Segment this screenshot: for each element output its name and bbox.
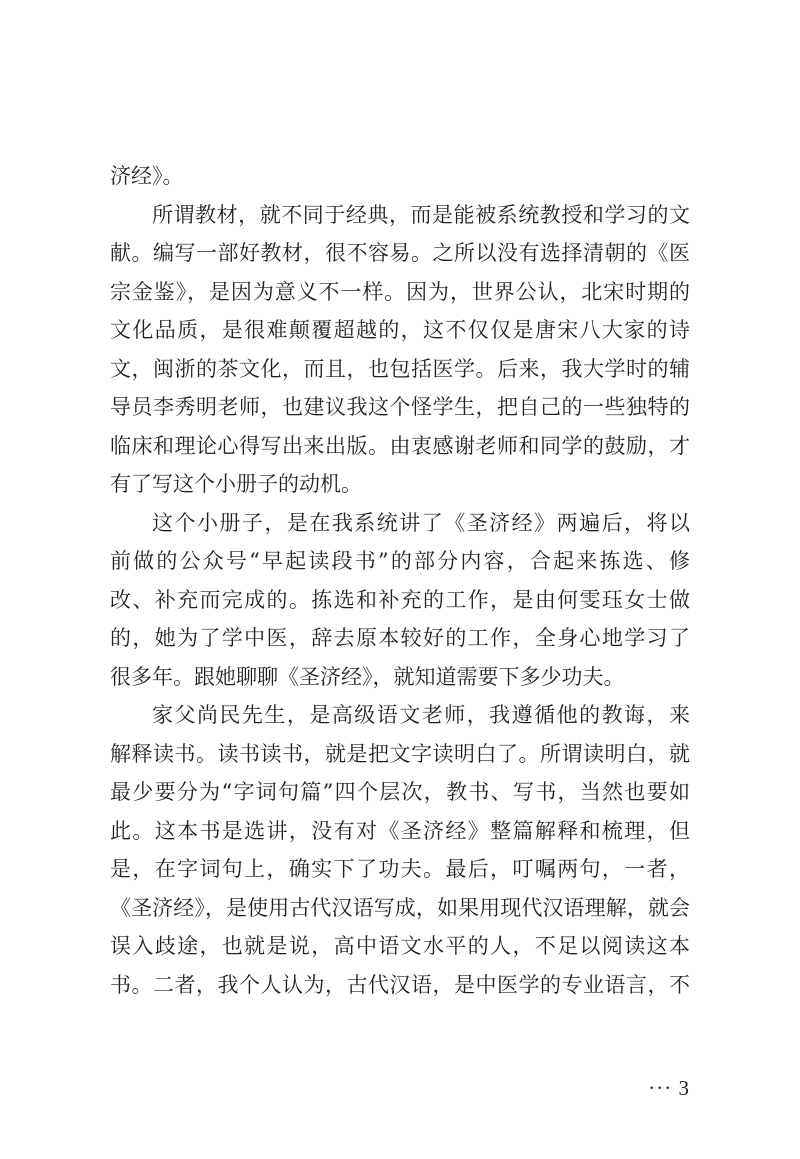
text-line: 前做的公众号“早起读段书”的部分内容，合起来拣选、修 [110,549,690,573]
page-number: ··· 3 [648,1076,690,1100]
text-line: 导员李秀明老师，也建议我这个怪学生，把自己的一些独特的 [110,395,690,419]
text-line: 此。这本书是选讲，没有对《圣济经》整篇解释和梳理，但 [110,818,690,843]
text-line: 最少要分为“字词句篇”四个层次，教书、写书，当然也要如 [110,780,690,804]
text-line: 有了写这个小册子的动机。 [110,472,362,496]
text-line: 《圣济经》，是使用古代汉语写成，如果用现代汉语理解，就会 [110,895,690,920]
text-line: 宗金鉴》，是因为意义不一样。因为，世界公认，北宋时期的 [110,279,690,304]
text-line: 很多年。跟她聊聊《圣济经》，就知道需要下多少功夫。 [110,664,625,689]
text-line: 改、补充而完成的。拣选和补充的工作，是由何雯珏女士做 [110,587,690,612]
text-line: 的，她为了学中医，辞去原本较好的工作，全身心地学习了 [110,626,690,650]
text-line: 献。编写一部好教材，很不容易。之所以没有选择清朝的《医 [110,241,690,265]
text-line: 文化品质，是很难颠覆超越的，这不仅仅是唐宋八大家的诗 [110,318,690,342]
body-text [110,157,690,1004]
text-line: 家父尚民先生，是高级语文老师，我遵循他的教诲，来 [152,703,690,727]
text-line: 书。二者，我个人认为，古代汉语，是中医学的专业语言，不 [110,972,690,997]
text-line: 济经》。 [110,164,184,188]
text-line: 文，闽浙的茶文化，而且，也包括医学。后来，我大学时的辅 [110,356,690,381]
text-line: 所谓教材，就不同于经典，而是能被系统教授和学习的文 [152,202,690,227]
text-line: 解释读书。读书读书，就是把文字读明白了。所谓读明白，就 [110,741,690,766]
text-line: 是，在字词句上，确实下了功夫。最后，叮嘱两句，一者， [110,857,690,881]
text-line: 临床和理论心得写出来出版。由衷感谢老师和同学的鼓励，才 [110,433,690,458]
text-line: 误入歧途，也就是说，高中语文水平的人，不足以阅读这本 [110,934,690,958]
text-line: 这个小册子，是在我系统讲了《圣济经》两遍后，将以 [152,510,690,535]
